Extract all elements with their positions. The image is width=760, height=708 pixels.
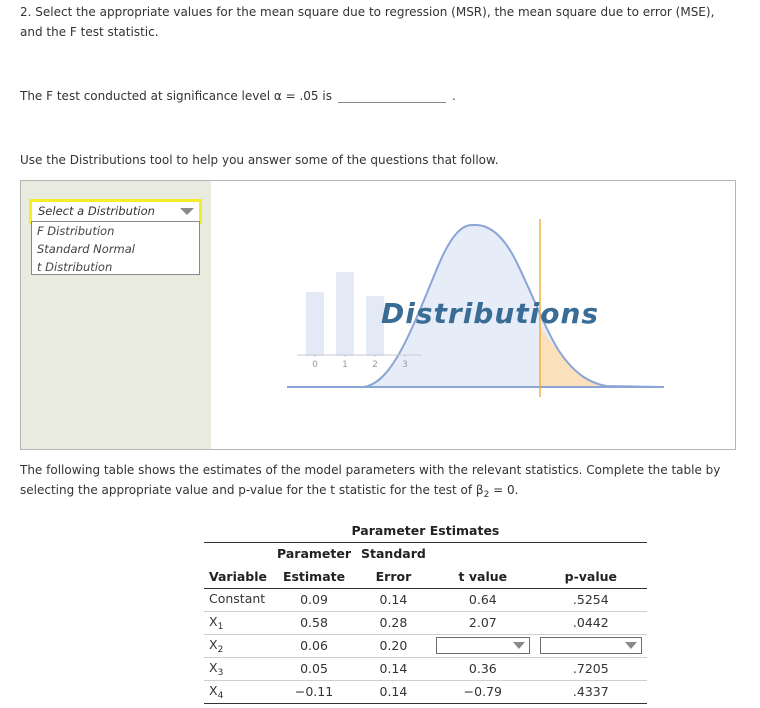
beta-subscript: 2 [483, 490, 490, 500]
table-caption: Parameter Estimates [204, 519, 647, 542]
bar-1 [306, 292, 324, 356]
chevron-down-icon[interactable] [625, 642, 637, 649]
variable-name: Constant [209, 590, 266, 606]
distribution-select-label: Select a Distribution [38, 204, 155, 218]
error-cell: 0.20 [356, 634, 431, 657]
variable-name: X [209, 682, 218, 698]
parameter-estimates-table [204, 519, 647, 704]
header-t-value: t value [431, 565, 535, 588]
variable-subscript: 4 [217, 690, 224, 701]
p-value-cell: .0442 [535, 611, 647, 634]
t-value-cell: 0.36 [431, 657, 535, 680]
distribution-options-list [31, 221, 200, 275]
p-value-dropdown[interactable] [540, 637, 642, 654]
table-row [204, 588, 647, 611]
variable-cell [204, 680, 272, 703]
bar-2 [336, 272, 354, 356]
tick-label-3: 3 [402, 360, 408, 370]
header-estimate: Estimate [272, 565, 356, 588]
header-p-value: p-value [535, 565, 647, 588]
table-row [204, 657, 647, 680]
variable-cell [204, 611, 272, 634]
header-variable: Variable [204, 565, 272, 588]
distributions-tool [20, 180, 736, 450]
t-value-cell: −0.79 [431, 680, 535, 703]
error-cell: 0.14 [356, 680, 431, 703]
tick-label-2: 2 [372, 360, 378, 370]
variable-name: X [209, 613, 218, 629]
error-cell: 0.28 [356, 611, 431, 634]
option-standard-normal[interactable]: Standard Normal [37, 242, 135, 256]
ftest-prefix: The F test conducted at significance level α = .05 is [20, 89, 332, 103]
chevron-down-icon[interactable] [513, 642, 525, 649]
option-f-distribution[interactable]: F Distribution [37, 224, 115, 238]
p-value-cell: .7205 [535, 657, 647, 680]
tick-label-0: 0 [312, 360, 318, 370]
variable-subscript: 1 [217, 621, 224, 632]
estimate-cell: 0.05 [272, 657, 356, 680]
header-parameter: Parameter [277, 546, 352, 562]
variable-cell [204, 588, 272, 611]
error-cell: 0.14 [356, 657, 431, 680]
header-blank-3 [535, 542, 647, 565]
option-t-distribution[interactable]: t Distribution [37, 260, 113, 274]
chevron-down-icon[interactable] [180, 208, 194, 215]
estimate-cell: 0.09 [272, 588, 356, 611]
table-row [204, 611, 647, 634]
variable-name: X [209, 659, 218, 675]
t-value-cell: 2.07 [431, 611, 535, 634]
table-intro-after: = 0. [489, 483, 519, 497]
tick-label-1: 1 [342, 360, 348, 370]
t-value-cell: 0.64 [431, 588, 535, 611]
variable-subscript: 3 [217, 667, 224, 678]
variable-cell [204, 634, 272, 657]
tool-intro-text: Use the Distributions tool to help you answer some of the questions that follow. [20, 153, 499, 167]
header-blank-2 [431, 542, 535, 565]
p-value-cell [535, 634, 647, 657]
variable-name: X [209, 636, 218, 652]
estimate-cell: 0.58 [272, 611, 356, 634]
header-error: Error [356, 565, 431, 588]
variable-subscript: 2 [217, 644, 224, 655]
variable-cell [204, 657, 272, 680]
header-standard: Standard [361, 546, 426, 562]
p-value-cell: .4337 [535, 680, 647, 703]
table-intro-text [20, 460, 740, 505]
ftest-suffix: . [451, 89, 456, 103]
header-blank [204, 542, 272, 565]
p-value-cell: .5254 [535, 588, 647, 611]
question-text: 2. Select the appropriate values for the mean square due to regression (MSR), the mean square due to error (MSE), and the F test statistic. [20, 5, 715, 39]
estimate-cell: −0.11 [272, 680, 356, 703]
table-row [204, 634, 647, 657]
table-row [204, 680, 647, 703]
estimate-cell: 0.06 [272, 634, 356, 657]
table-intro-before: The following table shows the estimates of the model parameters with the relevant statistics. Complete the table by selecting the appropriate value and p-value for the t statistic for the test of β [20, 463, 721, 497]
distributions-title: Distributions [381, 297, 600, 330]
ftest-answer-blank[interactable] [338, 90, 446, 103]
ftest-line [20, 86, 456, 106]
t-value-dropdown[interactable] [436, 637, 530, 654]
error-cell: 0.14 [356, 588, 431, 611]
t-value-cell [431, 634, 535, 657]
